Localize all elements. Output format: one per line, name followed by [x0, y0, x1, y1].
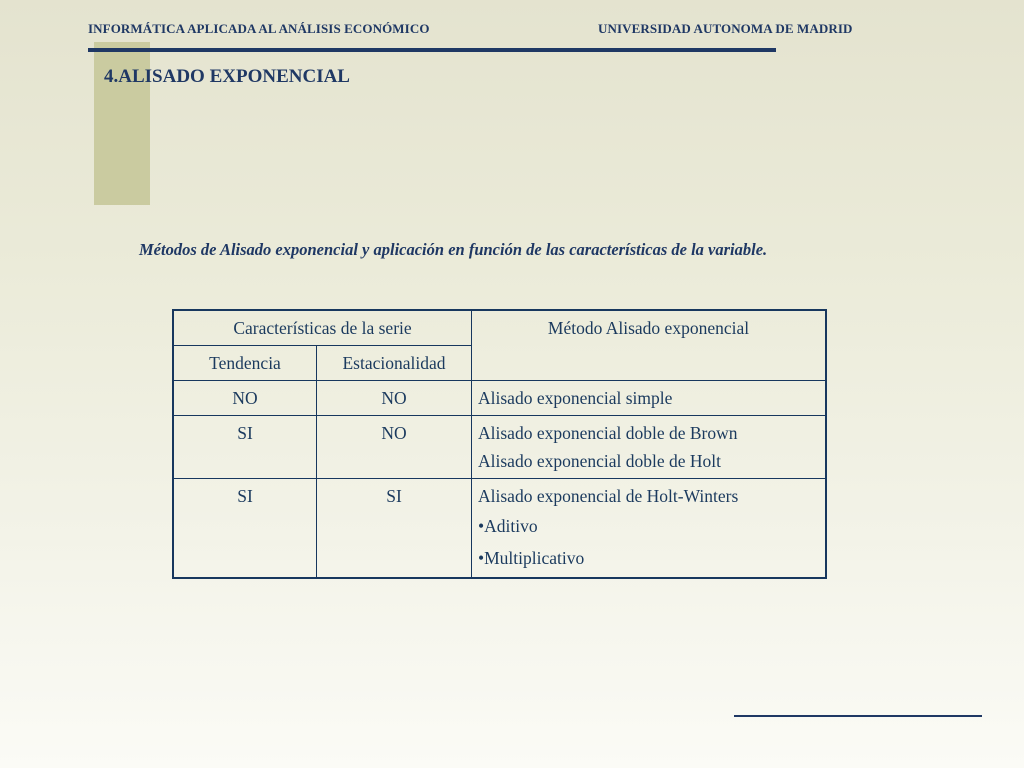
estacionalidad-cell: NO [317, 416, 472, 479]
estacionalidad-header: Estacionalidad [317, 346, 472, 381]
intro-text: Métodos de Alisado exponencial y aplicación en función de las características de la variable. [139, 240, 768, 259]
table-row [173, 416, 826, 479]
tendencia-cell: NO [173, 381, 317, 416]
method-bullet-multiplicativo: •Multiplicativo [478, 548, 585, 568]
method-line: Alisado exponencial simple [478, 388, 673, 408]
tendencia-cell: SI [173, 416, 317, 479]
header-course-title: INFORMÁTICA APLICADA AL ANÁLISIS ECONÓMICO [88, 21, 430, 36]
slide-title: 4.ALISADO EXPONENCIAL [104, 66, 350, 87]
method-cell [472, 381, 827, 416]
method-cell [472, 416, 827, 479]
table-row [173, 479, 826, 579]
series-characteristics-header: Características de la serie [173, 310, 472, 346]
header-university: UNIVERSIDAD AUTONOMA DE MADRID [598, 21, 853, 36]
method-cell [472, 479, 827, 579]
estacionalidad-cell: SI [317, 479, 472, 579]
method-line: Alisado exponencial de Holt-Winters [478, 486, 739, 506]
estacionalidad-cell: NO [317, 381, 472, 416]
methods-table [172, 309, 827, 579]
method-header: Método Alisado exponencial [472, 310, 827, 381]
header-divider [88, 48, 776, 52]
table-row [173, 381, 826, 416]
footer-divider [734, 715, 982, 717]
table-header-row [173, 310, 826, 346]
method-line: Alisado exponencial doble de Holt [478, 451, 721, 471]
tendencia-header: Tendencia [173, 346, 317, 381]
method-bullet-aditivo: •Aditivo [478, 516, 538, 536]
method-line: Alisado exponencial doble de Brown [478, 423, 738, 443]
tendencia-cell: SI [173, 479, 317, 579]
